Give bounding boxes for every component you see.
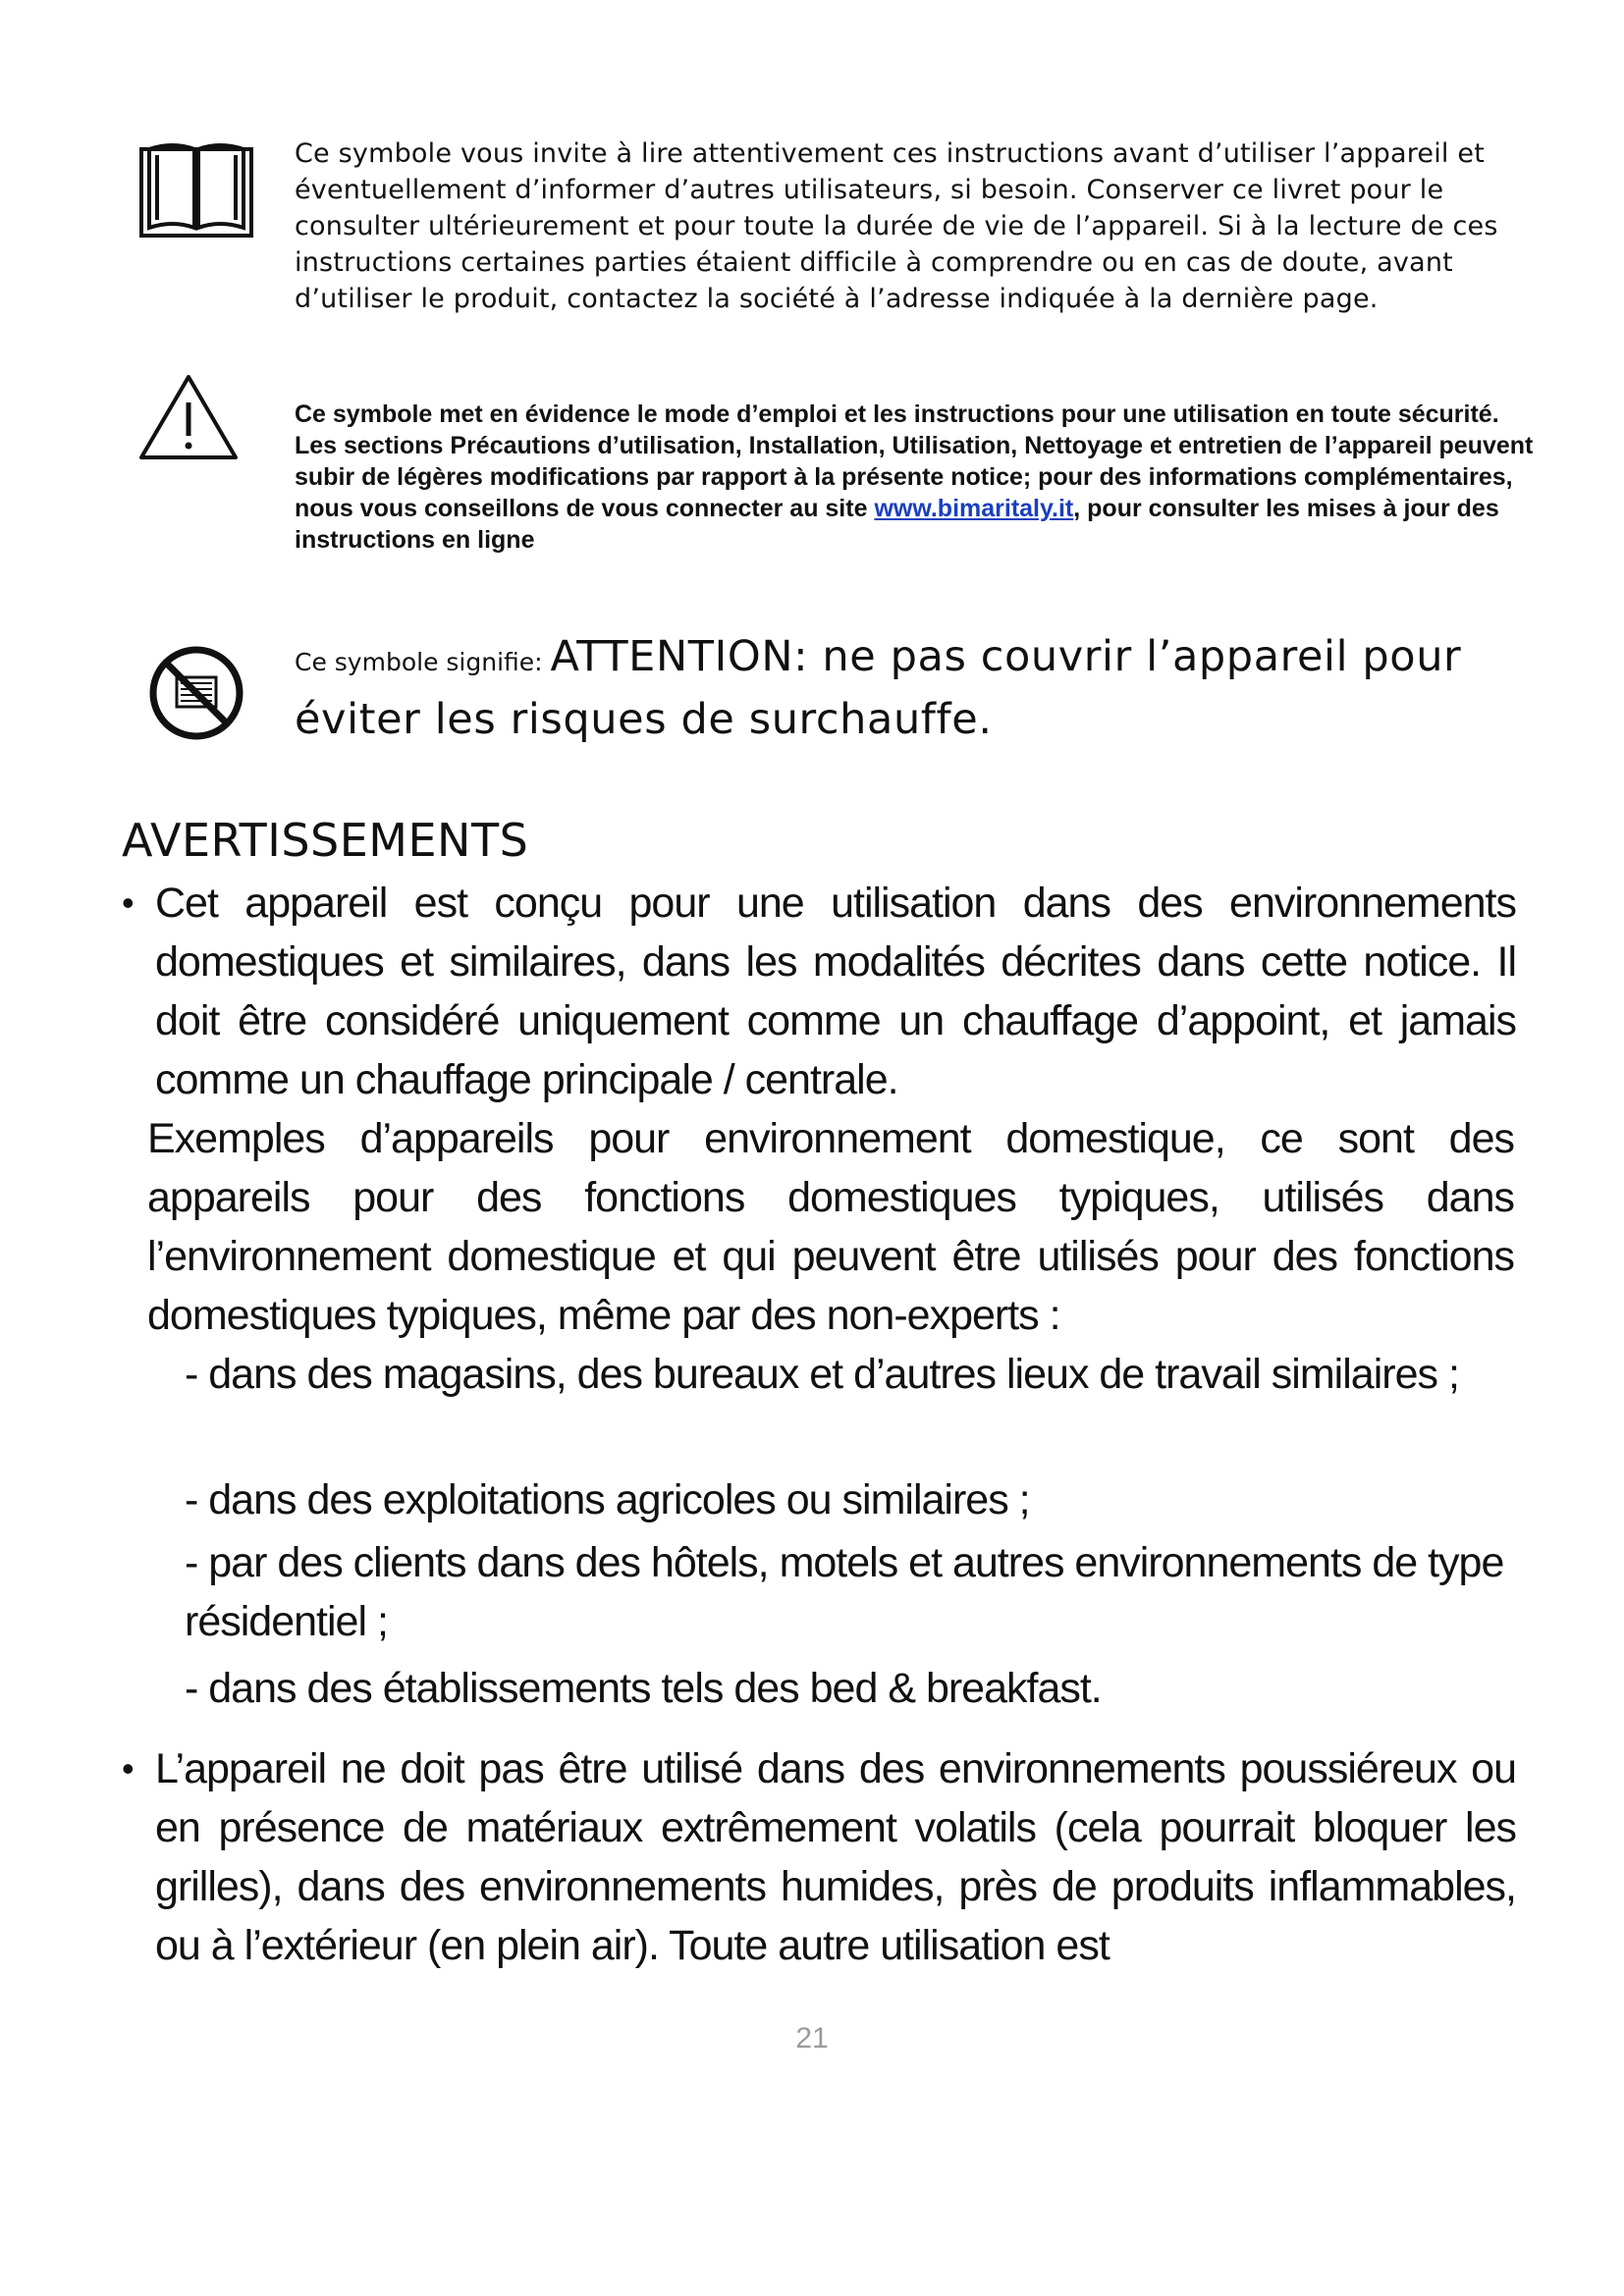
bullet-1-text: Cet appareil est conçu pour une utilisation dans des environnements domestiques et similaires, dans les modalités décrites dans cette notice. Il doit être considéré uniquement comme un chauffage d’appoint, et jamais comme un chauffage principale / centrale.: [155, 880, 1516, 1103]
dash-item-farms: - dans des exploitations agricoles ou similaires ;: [185, 1476, 1030, 1523]
no-cover-lead: Ce symbole signifie:: [295, 648, 551, 676]
symbol-read-manual-row: [137, 135, 1498, 371]
read-manual-text: Ce symbole vous invite à lire attentivement ces instructions avant d’utiliser l’appareil et éventuellement d’informer d’autres utilisateurs, si besoin. Conserver ce livret pour le consulter ultérieurement et pour toute la durée de vie de l’appareil. Si à la lecture de ces instructions certaines parties étaient difficile à comprendre ou en cas de doute, avant d’utiliser le produit, contactez la société à l’adresse indiquée à la dernière page.: [295, 138, 1498, 314]
dash-item-shops: - dans des magasins, des bureaux et d’autres lieux de travail similaires ;: [185, 1351, 1459, 1398]
bullet-2-text: L’appareil ne doit pas être utilisé dans des environnements poussiéreux ou en présence de matériaux extrêmement volatils (cela pourrait bloquer les grilles), dans des environnements humides, près de produits inflammables, ou à l’extérieur (en plein air). Toute autre utilisation est: [155, 1745, 1516, 1969]
website-link[interactable]: www.bimaritaly.it: [874, 495, 1074, 522]
do-not-cover-icon: [147, 644, 245, 746]
symbol-safety-row: [137, 373, 1534, 599]
examples-paragraph: Exemples d’appareils pour environnement domestique, ce sont des appareils pour des fonctions domestiques typiques, utilisés dans l’environnement domestique et qui peuvent être utilisés pour des fonctions domestiques typiques, même par des non-experts :: [147, 1115, 1514, 1339]
dash-item-bnb: - dans des établissements tels des bed & breakfast.: [185, 1665, 1102, 1712]
page-number: 21: [795, 2022, 829, 2055]
safety-text-after: , pour consulter les mises à jour des instructions en ligne: [295, 495, 1499, 554]
safety-text-before: Ce symbole met en évidence le mode d’emploi et les instructions pour une utilisation en toute sécurité. Les sections Précautions d’utilisation, Installation, Utilisation, Nettoyage et entretien de l’appareil peuvent subir de légères modifications par rapport à la présente notice; pour des informations complémentaires, nous vous conseillons de vous connecter au site: [295, 400, 1534, 522]
warning-triangle-icon: [137, 373, 240, 467]
dash-item-hotels: - par des clients dans des hôtels, motels et autres environnements de type résidentiel ;: [185, 1539, 1504, 1645]
warnings-title: AVERTISSEMENTS: [122, 814, 529, 867]
no-cover-text: [295, 628, 1542, 748]
bullet-glyph: •: [122, 882, 134, 923]
no-cover-attention: ATTENTION: ne pas couvrir l’appareil pour éviter les risques de surchauffe.: [295, 632, 1462, 744]
bullet-glyph: •: [122, 1748, 134, 1789]
symbol-no-cover-row: [137, 628, 1462, 756]
open-book-icon: [137, 135, 255, 245]
safety-text: [295, 399, 1542, 556]
